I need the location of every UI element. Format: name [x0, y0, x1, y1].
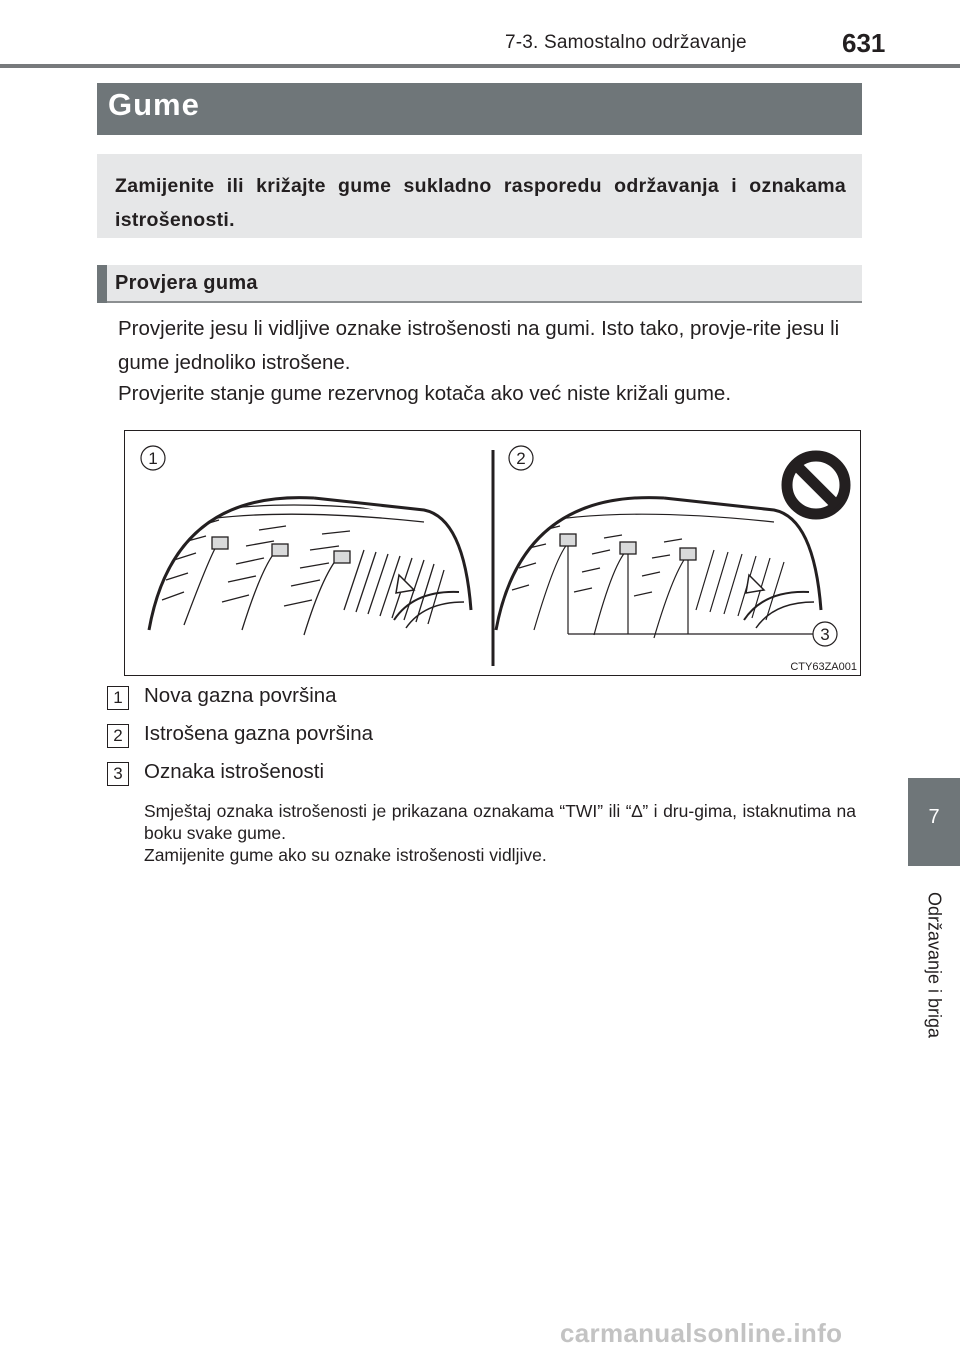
- tire-tread-figure: [124, 430, 861, 676]
- figure-code: CTY63ZA001: [790, 661, 857, 673]
- note-line-location: Smještaj oznaka istrošenosti je prikazana oznakama “TWI” ili “∆” i dru-gima, istaknutima na boku svake gume.: [144, 801, 856, 843]
- callout-3: [813, 622, 837, 646]
- header-section-title: 7-3. Samostalno održavanje: [505, 32, 747, 53]
- subsection-title: Provjera guma: [115, 272, 258, 294]
- paragraph-check-wear: Provjerite jesu li vidljive oznake istrošenosti na gumi. Isto tako, provje-rite jesu li gume jednoliko istrošene.: [118, 317, 840, 374]
- watermark: carmanualsonline.info: [560, 1318, 843, 1348]
- callout-1: [141, 446, 165, 470]
- subsection-accent: [97, 265, 107, 303]
- wear-indicator-note: [144, 800, 856, 866]
- legend-label: Oznaka istrošenosti: [144, 760, 325, 783]
- paragraph-spare-tire: Provjerite stanje gume rezervnog kotača ako već niste križali gume.: [118, 382, 732, 405]
- legend-num: 1: [107, 686, 129, 710]
- callout-label-2: 2: [516, 449, 526, 468]
- legend-num: 3: [107, 762, 129, 786]
- page-number: 631: [842, 28, 886, 58]
- chapter-number: 7: [928, 806, 940, 828]
- header-rule: [0, 64, 960, 68]
- title-bar: [97, 83, 862, 135]
- legend-num: 2: [107, 724, 129, 748]
- chapter-label: Održavanje i briga: [924, 891, 945, 1039]
- callout-2: [509, 446, 533, 470]
- callout-label-1: 1: [148, 449, 158, 468]
- legend-label: Nova gazna površina: [144, 684, 337, 707]
- callout-label-3: 3: [820, 625, 830, 644]
- legend-label: Istrošena gazna površina: [144, 722, 374, 745]
- note-line-replace: Zamijenite gume ako su oznake istrošenosti vidljive.: [144, 845, 547, 865]
- page-title: Gume: [108, 87, 200, 122]
- intro-text: Zamijenite ili križajte gume sukladno rasporedu održavanja i oznakama istrošenosti.: [115, 175, 846, 231]
